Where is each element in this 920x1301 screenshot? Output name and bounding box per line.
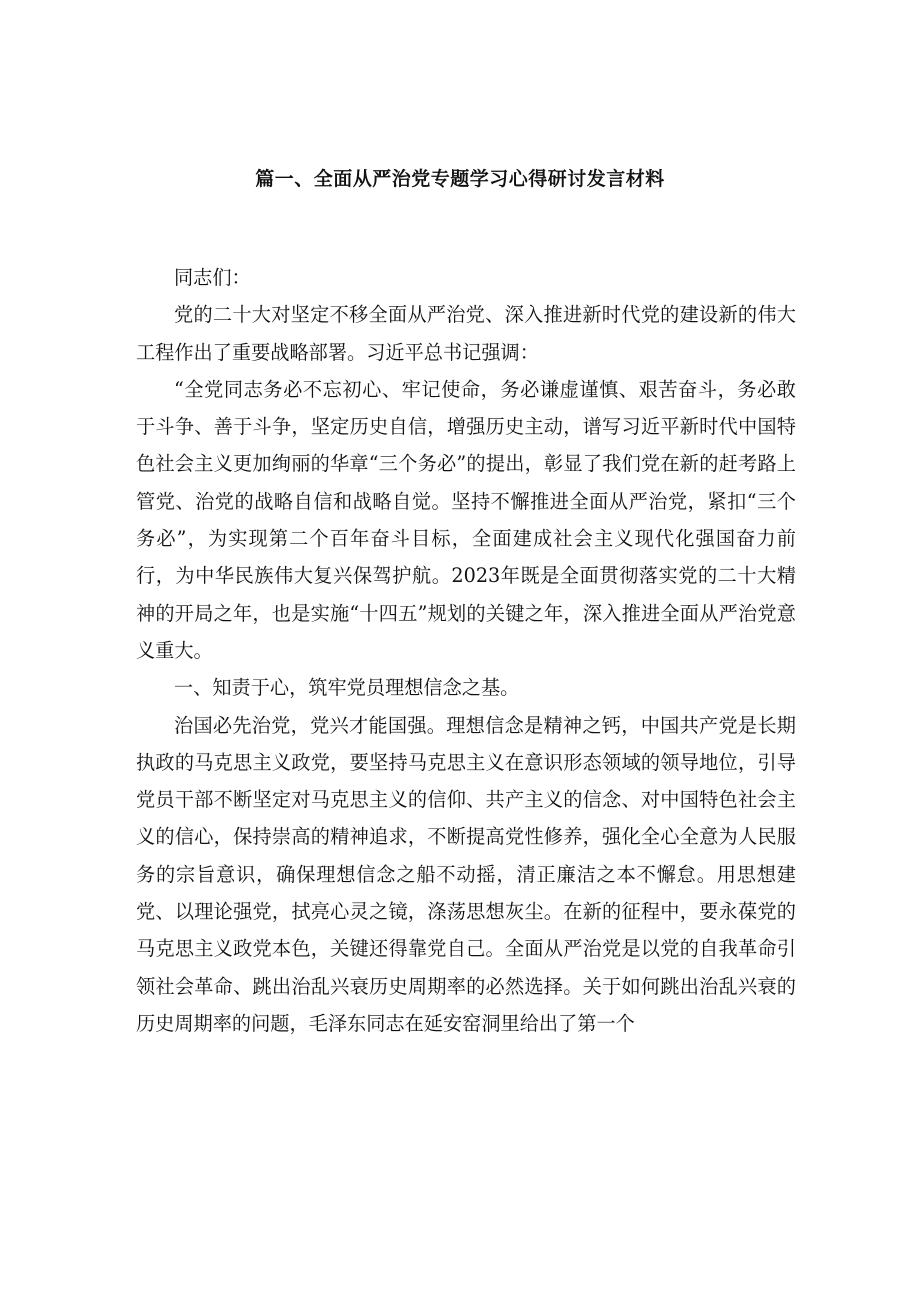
body-paragraph: 治国必先治党，党兴才能国强。理想信念是精神之钙，中国共产党是长期执政的马克思主义政党，要坚持马克思主义在意识形态领域的领导地位，引导党员干部不断坚定对马克思主义的信仰、共产主义的信念、对中国特色社会主义的信心，保持崇高的精神追求，不断提高党性修养，强化全心全意为人民服务的宗旨意识，确保理想信念之船不动摇，清正廉洁之本不懈怠。用思想建党、以理论强党，拭亮心灵之镜，涤荡思想灰尘。在新的征程中，要永葆党的马克思主义政党本色，关键还得靠党自己。全面从严治党是以党的自我革命引领社会革命、跳出治乱兴衰历史周期率的必然选择。关于如何跳出治乱兴衰的历史周期率的问题，毛泽东同志在延安窑洞里给出了第一个 [136,713,796,1035]
quote-paragraph: “全党同志务必不忘初心、牢记使命，务必谦虚谨慎、艰苦奋斗，务必敢于斗争、善于斗争，坚定历史自信，增强历史主动，谱写习近平新时代中国特色社会主义更加绚丽的华章“三个务必”的提出，彰显了我们党在新的赶考路上管党、治党的战略自信和战略自觉。坚持不懈推进全面从严治党，紧扣“三个务必”，为实现第二个百年奋斗目标，全面建成社会主义现代化强国奋力前行，为中华民族伟大复兴保驾护航。2023年既是全面贯彻落实党的二十大精神的开局之年，也是实施“十四五”规划的关键之年，深入推进全面从严治党意义重大。 [136,377,796,662]
document-body [136,259,796,1042]
salutation-paragraph: 同志们： [174,266,251,289]
document-title: 篇一、全面从严治党专题学习心得研讨发言材料 [255,168,665,190]
body-paragraph: 党的二十大对坚定不移全面从严治党、深入推进新时代党的建设新的伟大工程作出了重要战略部署。习近平总书记强调： [136,303,796,364]
section-heading: 一、知责于心，筑牢党员理想信念之基。 [174,676,520,700]
